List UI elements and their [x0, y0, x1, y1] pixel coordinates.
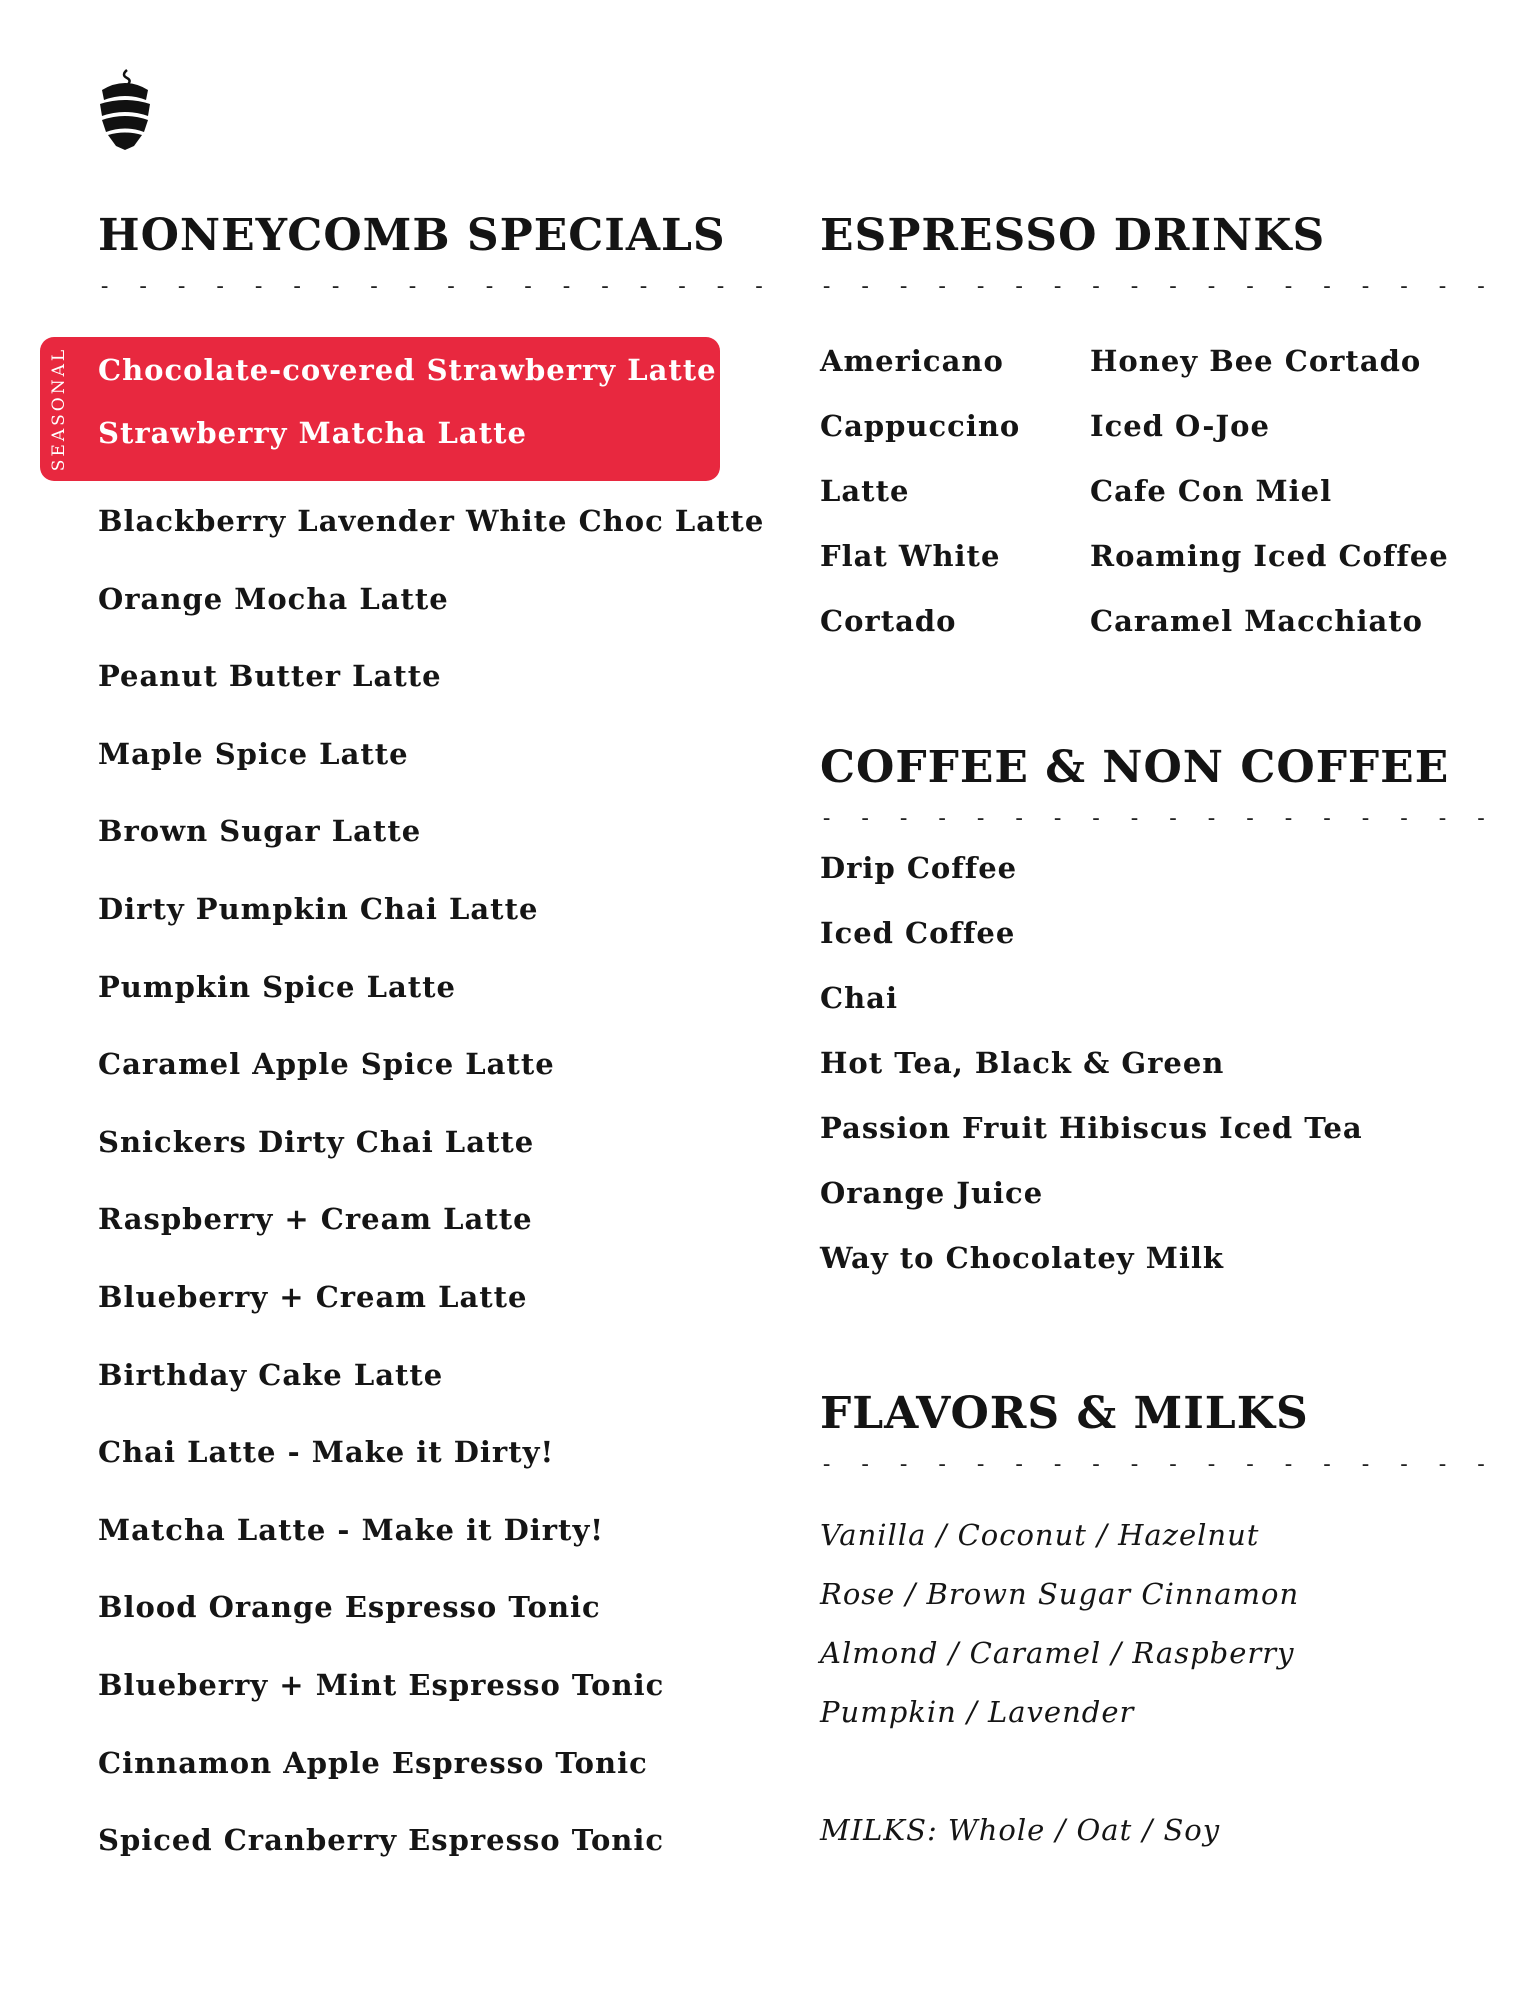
menu-item: Orange Juice: [820, 1176, 1044, 1210]
seasonal-item: Chocolate-covered Strawberry Latte: [98, 353, 717, 387]
beehive-icon: [96, 68, 154, 152]
flavor-line: Vanilla / Coconut / Hazelnut: [820, 1518, 1260, 1552]
menu-item: Latte: [820, 474, 910, 508]
dashed-divider: - - - - - - - - - - - - - - - - - -: [820, 274, 1494, 299]
menu-item: Blueberry + Cream Latte: [98, 1280, 528, 1314]
menu-item: Cortado: [820, 604, 957, 638]
milks-line: MILKS: Whole / Oat / Soy: [820, 1813, 1221, 1847]
menu-item: Brown Sugar Latte: [98, 814, 422, 849]
flavors-section: [820, 1384, 1494, 1476]
menu-item: Chai Latte - Make it Dirty!: [98, 1435, 555, 1470]
honeycomb-specials-section: [49, 206, 772, 1858]
seasonal-label: SEASONAL: [49, 346, 69, 472]
section-title: FLAVORS & MILKS: [820, 1388, 1309, 1439]
menu-item: Caramel Apple Spice Latte: [98, 1047, 555, 1082]
menu-item: Way to Chocolatey Milk: [820, 1241, 1224, 1275]
espresso-drinks-section: [820, 206, 1494, 298]
menu-item: Honey Bee Cortado: [1090, 344, 1422, 378]
menu-item: Cappuccino: [820, 409, 1021, 443]
menu-item: Iced Coffee: [820, 916, 1016, 950]
menu-item: Orange Mocha Latte: [98, 581, 449, 616]
flavor-line: Almond / Caramel / Raspberry: [820, 1636, 1295, 1670]
flavor-line: Rose / Brown Sugar Cinnamon: [820, 1577, 1300, 1611]
menu-item: Iced O-Joe: [1090, 409, 1270, 443]
menu-item: Dirty Pumpkin Chai Latte: [98, 892, 539, 926]
menu-item: Chai: [820, 981, 898, 1015]
menu-item: Matcha Latte - Make it Dirty!: [98, 1512, 605, 1547]
dashed-divider: - - - - - - - - - - - - - - - - - -: [98, 274, 772, 299]
menu-item: Passion Fruit Hibiscus Iced Tea: [820, 1111, 1363, 1145]
menu-item: Flat White: [820, 539, 1001, 573]
menu-item: Drip Coffee: [820, 851, 1018, 885]
menu-item: Cafe Con Miel: [1090, 474, 1333, 508]
flavor-line: Pumpkin / Lavender: [820, 1695, 1135, 1729]
menu-item: Peanut Butter Latte: [98, 659, 442, 694]
seasonal-highlight: [40, 337, 720, 481]
menu-item: Cinnamon Apple Espresso Tonic: [98, 1745, 648, 1780]
menu-item: Caramel Macchiato: [1090, 604, 1424, 638]
section-title: HONEYCOMB SPECIALS: [98, 210, 726, 261]
menu-item: Snickers Dirty Chai Latte: [98, 1124, 535, 1159]
coffee-section: [820, 738, 1494, 830]
menu-item: Raspberry + Cream Latte: [98, 1202, 533, 1237]
menu-item: Spiced Cranberry Espresso Tonic: [98, 1823, 665, 1858]
menu-item: Blood Orange Espresso Tonic: [98, 1590, 601, 1625]
menu-item: Blackberry Lavender White Choc Latte: [98, 504, 765, 538]
dashed-divider: - - - - - - - - - - - - - - - - - -: [820, 1452, 1494, 1477]
section-title: ESPRESSO DRINKS: [820, 210, 1326, 261]
section-title: COFFEE & NON COFFEE: [820, 742, 1450, 793]
menu-item: Blueberry + Mint Espresso Tonic: [98, 1668, 665, 1702]
menu-item: Americano: [820, 344, 1004, 378]
dashed-divider: - - - - - - - - - - - - - - - - - -: [820, 806, 1494, 831]
menu-item: Roaming Iced Coffee: [1090, 539, 1449, 573]
menu-item: Maple Spice Latte: [98, 736, 409, 771]
menu-item: Pumpkin Spice Latte: [98, 969, 457, 1004]
menu-item: Hot Tea, Black & Green: [820, 1046, 1225, 1080]
seasonal-item: Strawberry Matcha Latte: [98, 416, 527, 450]
menu-item: Birthday Cake Latte: [98, 1357, 444, 1392]
